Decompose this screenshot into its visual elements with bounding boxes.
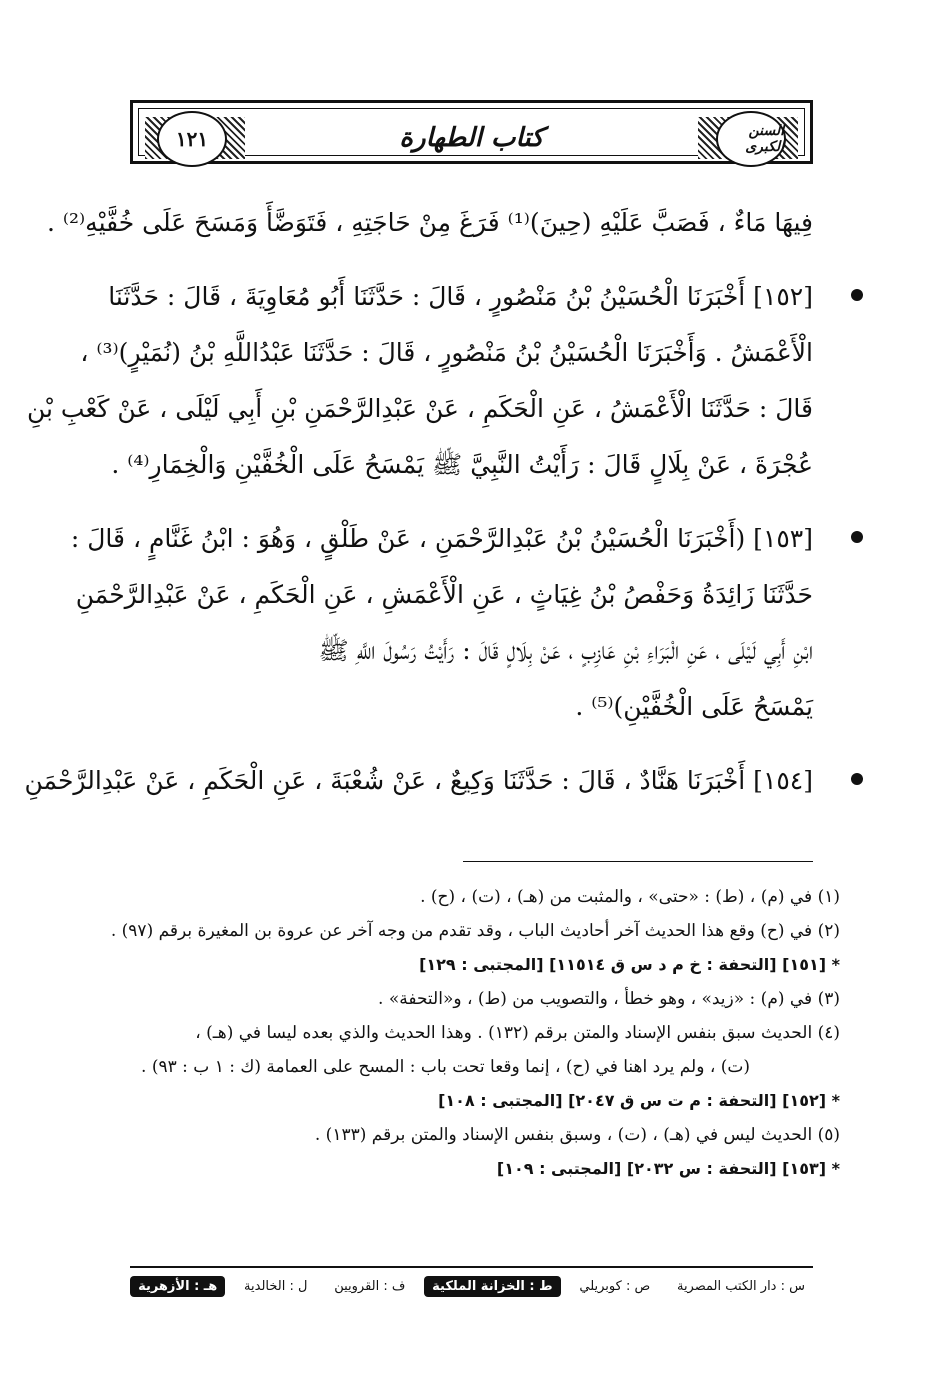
tuhfa-reference: * [١٥٣] [التحفة : س ٢٠٣٢] [المجتبى : ١٠٩]	[120, 1152, 840, 1186]
legend-item-highlighted: ط : الخزانة الملكية	[424, 1276, 560, 1297]
chapter-title: كتاب الطهارة	[399, 123, 544, 153]
page-header	[130, 100, 813, 164]
text-line: الْأَعْمَشُ . وَأَخْبَرَنَا الْحُسَيْنُ بْنُ مَنْصُورٍ ، قَالَ : حَدَّثَنَا عَبْدُاللَّهِ بْنُ (نُمَيْرٍ)⁽³⁾ ،	[80, 338, 813, 367]
text-line: فِيهَا مَاءٌ ، فَصَبَّ عَلَيْهِ (حِينَ)⁽¹⁾ فَرَغَ مِنْ حَاجَتِهِ ، فَتَوَضَّأَ وَمَسَحَ عَلَى خُفَّيْهِ⁽²⁾ .	[46, 208, 813, 237]
bullet-icon	[851, 773, 863, 785]
hadith-153	[70, 511, 813, 735]
legend-item: ص : كوبريلي	[579, 1279, 651, 1294]
text-line: ابْنِ أَبِي لَيْلَى ، عَنِ الْبَرَاءِ بْنِ عَازِبٍ ، عَنْ بِلَالٍ قَالَ : رَأَيْتُ رَسُولَ اللَّهِ ﷺ	[318, 636, 813, 665]
text-line: عُجْرَةَ ، عَنْ بِلَالٍ قَالَ : رَأَيْتُ النَّبِيَّ ﷺ يَمْسَحُ عَلَى الْخُفَّيْنِ وَالْخِمَارِ⁽⁴⁾ .	[111, 450, 813, 479]
footnote: (٣) في (م) : «زيد» ، وهو خطأ ، والتصويب من (ط) ، و«التحفة» .	[378, 989, 840, 1009]
legend-item-highlighted: هـ : الأزهرية	[130, 1276, 225, 1297]
main-text	[24, 195, 813, 809]
footnote: (٢) في (ح) وقع هذا الحديث آخر أحاديث الباب ، وقد تقدم من وجه آخر عن عروة بن المغيرة برقم (٩٧) .	[110, 921, 840, 941]
manuscript-legend	[130, 1276, 813, 1297]
footnote-separator	[463, 861, 813, 862]
footer-rule	[130, 1266, 813, 1268]
legend-item: ل : الخالدية	[244, 1279, 308, 1294]
hadith-152	[26, 269, 813, 493]
text-line: حَدَّثَنَا زَائِدَةُ وَحَفْصُ بْنُ غِيَاثٍ ، عَنِ الْأَعْمَشِ ، عَنِ الْحَكَمِ ، عَنْ عَبْدِالرَّحْمَنِ	[75, 580, 813, 609]
footnote: (٥) الحديث ليس في (هـ) ، (ت) ، وسبق بنفس الإسناد والمتن برقم (١٣٣) .	[314, 1125, 840, 1145]
footnotes	[110, 880, 840, 1186]
footnote: (١) في (م) ، (ط) : «حتى» ، والمثبت من (هـ) ، (ت) ، (ح) .	[420, 887, 840, 907]
page-number: ١٢١	[157, 111, 227, 167]
header-frame	[138, 108, 805, 156]
text-line: [١٥٢] أَخْبَرَنَا الْحُسَيْنُ بْنُ مَنْصُورٍ ، قَالَ : حَدَّثَنَا أَبُو مُعَاوِيَةَ ، قَالَ : حَدَّثَنَا	[108, 282, 813, 311]
text-line: يَمْسَحُ عَلَى الْخُفَّيْنِ)⁽⁵⁾ .	[575, 692, 813, 721]
footnote-continuation: (ت) ، ولم يرد اهنا في (ح) ، إنما وقعا تحت باب : المسح على العمامة (ك : ١ ب : ٩٣) .	[141, 1057, 750, 1077]
bullet-icon	[851, 531, 863, 543]
legend-item: ف : القرويين	[334, 1279, 406, 1294]
tuhfa-reference: * [١٥٢] [التحفة : م ت س ق ٢٠٤٧] [المجتبى : ١٠٨]	[120, 1084, 840, 1118]
book-emblem: السنن الكبرى	[716, 111, 786, 167]
bullet-icon	[851, 289, 863, 301]
footnote: (٤) الحديث سبق بنفس الإسناد والمتن برقم (١٣٢) . وهذا الحديث والذي بعده ليسا في (هـ) ،	[195, 1023, 840, 1043]
text-line: قَالَ : حَدَّثَنَا الْأَعْمَشُ ، عَنِ الْحَكَمِ ، عَنْ عَبْدِالرَّحْمَنِ بْنِ أَبِي لَيْلَى ، عَنْ كَعْبِ بْنِ	[26, 394, 813, 423]
text-line: [١٥٤] أَخْبَرَنَا هَنَّادٌ ، قَالَ : حَدَّثَنَا وَكِيعٌ ، عَنْ شُعْبَةَ ، عَنِ الْحَكَمِ ، عَنْ عَبْدِالرَّحْمَنِ	[24, 766, 813, 795]
tuhfa-reference: * [١٥١] [التحفة : خ م د س ق ١١٥١٤] [المجتبى : ١٢٩]	[120, 948, 840, 982]
hadith-154	[24, 753, 813, 809]
legend-item: س : دار الكتب المصرية	[676, 1279, 805, 1294]
text-line: [١٥٣] (أَخْبَرَنَا الْحُسَيْنُ بْنُ عَبْدِالرَّحْمَنِ ، عَنْ طَلْقٍ ، وَهُوَ : ابْنُ غَنَّامٍ ، قَالَ :	[70, 524, 813, 553]
